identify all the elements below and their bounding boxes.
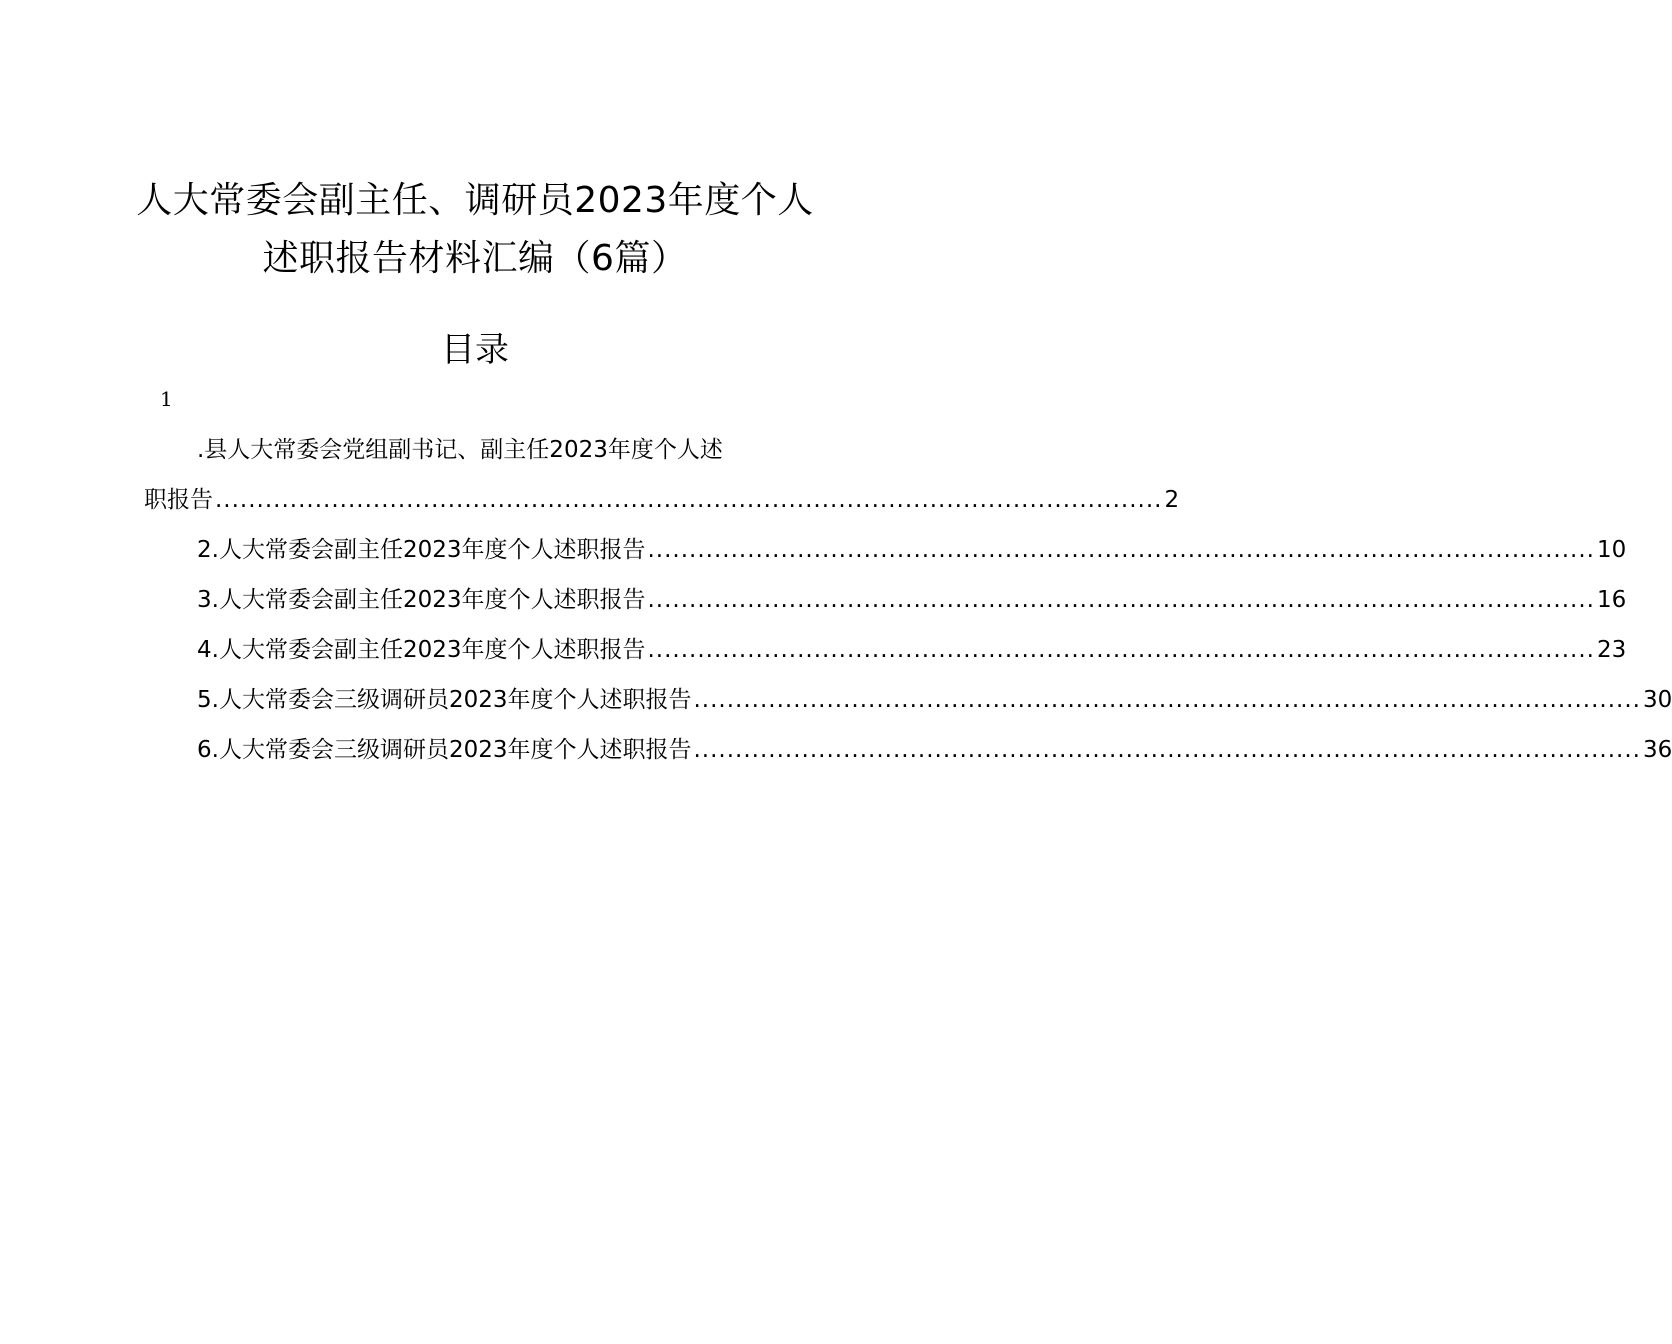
table-of-contents xyxy=(144,425,1672,775)
dot-leader: .................................................................................................................. xyxy=(647,637,1595,663)
toc-page-number: 2 xyxy=(1164,487,1180,513)
toc-entry-line xyxy=(144,575,1627,625)
toc-page-number: 30 xyxy=(1642,687,1672,713)
toc-page-number: 36 xyxy=(1642,737,1672,763)
toc-entry-line xyxy=(144,475,1180,525)
dot-leader: .................................................................................................................. xyxy=(647,587,1595,613)
toc-heading: 目录 xyxy=(441,330,509,370)
toc-page-number: 16 xyxy=(1596,587,1627,613)
toc-entry-5[interactable] xyxy=(144,675,1672,725)
toc-entry-6[interactable] xyxy=(144,725,1672,775)
toc-page-number: 23 xyxy=(1596,637,1627,663)
toc-entry-1[interactable] xyxy=(144,425,1180,525)
toc-page-number: 10 xyxy=(1596,537,1627,563)
toc-entry-title: 3.人大常委会副主任2023年度个人述职报告 xyxy=(197,587,646,613)
toc-entry-line xyxy=(144,625,1627,675)
dot-leader: .................................................................................................................. xyxy=(693,687,1641,713)
toc-entry-4[interactable] xyxy=(144,625,1627,675)
toc-entry-title: 2.人大常委会副主任2023年度个人述职报告 xyxy=(197,537,646,563)
toc-entry-title-continued: 职报告 xyxy=(144,487,213,513)
toc-entry-line xyxy=(144,675,1672,725)
toc-entry-title: .县人大常委会党组副书记、副主任2023年度个人述 xyxy=(197,437,723,463)
document-title xyxy=(0,172,950,288)
title-line-2: 述职报告材料汇编（6篇） xyxy=(262,238,688,279)
title-line-1: 人大常委会副主任、调研员2023年度个人 xyxy=(136,180,814,221)
dot-leader: .................................................................................................................. xyxy=(647,537,1595,563)
dot-leader: .................................................................................................................. xyxy=(693,737,1641,763)
list-marker: 1 xyxy=(160,387,173,411)
dot-leader: .................................................................................................................. xyxy=(215,487,1163,513)
toc-entry-line xyxy=(144,725,1672,775)
toc-entry-2[interactable] xyxy=(144,525,1627,575)
toc-entry-line xyxy=(144,425,806,475)
toc-entry-title: 5.人大常委会三级调研员2023年度个人述职报告 xyxy=(197,687,692,713)
toc-entry-3[interactable] xyxy=(144,575,1627,625)
toc-entry-title: 4.人大常委会副主任2023年度个人述职报告 xyxy=(197,637,646,663)
toc-entry-title: 6.人大常委会三级调研员2023年度个人述职报告 xyxy=(197,737,692,763)
toc-entry-line xyxy=(144,525,1627,575)
